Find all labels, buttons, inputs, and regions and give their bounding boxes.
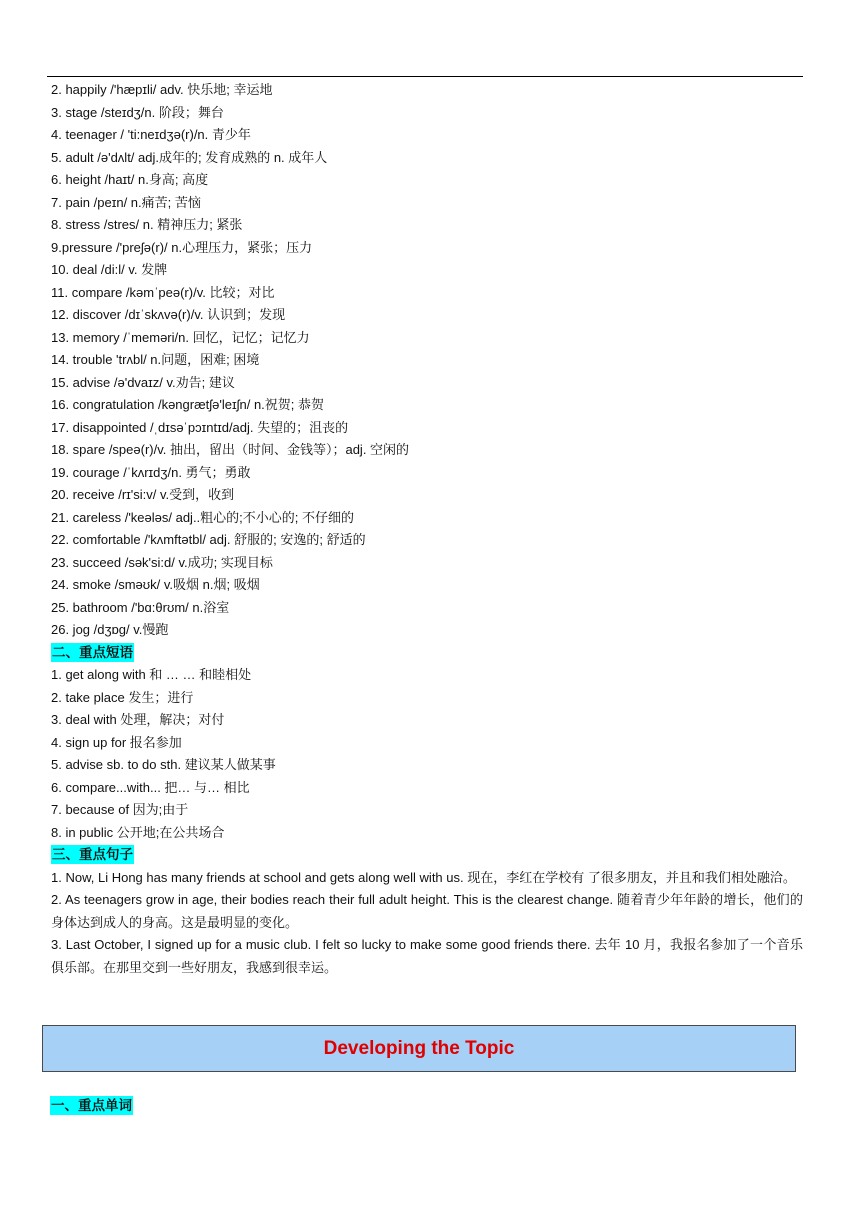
words-heading-row <box>50 1096 133 1115</box>
vocab-item: 9.pressure /'preʃə(r)/ n.心理压力，紧张；压力 <box>51 239 313 255</box>
vocab-item: 19. courage /ˈkʌrɪdʒ/n. 勇气；勇敢 <box>51 464 251 480</box>
content-column <box>51 79 803 979</box>
vocab-item: 24. smoke /sməʊk/ v.吸烟 n.烟; 吸烟 <box>51 577 260 592</box>
phrase-item: 7. because of 因为;由于 <box>51 802 189 817</box>
sentences-heading-row <box>51 844 803 867</box>
section-banner <box>42 1025 796 1072</box>
top-divider <box>47 76 803 77</box>
sentence-item: 1. Now, Li Hong has many friends at school and gets along well with us. 现在，李红在学校有 了很多朋友，并且和我们相处融洽。 <box>51 869 796 885</box>
vocab-item: 22. comfortable /'kʌmftətbl/ adj. 舒服的; 安逸的; 舒适的 <box>51 532 366 547</box>
phrase-item: 5. advise sb. to do sth. 建议某人做某事 <box>51 757 276 772</box>
vocab-item: 12. discover /dɪˈskʌvə(r)/v. 认识到；发现 <box>51 307 286 322</box>
vocab-item: 5. adult /ə'dʌlt/ adj.成年的; 发育成熟的 n. 成年人 <box>51 149 328 165</box>
words-heading: 一、重点单词 <box>51 1098 132 1113</box>
sentence-item: 2. As teenagers grow in age, their bodies reach their full adult height. This is the clearest change. 随着青少年年龄的增长，他们的身体达到成人的身高。这是最明显的变化。 <box>51 892 803 930</box>
vocab-item: 2. happily /'hæpɪli/ adv. 快乐地; 幸运地 <box>51 82 273 97</box>
vocab-item: 16. congratulation /kəngrætʃə'leɪʃn/ n.祝贺; 恭贺 <box>51 397 325 412</box>
vocab-item: 20. receive /rɪ'si:v/ v.受到，收到 <box>51 487 235 502</box>
vocab-item: 23. succeed /sək'si:d/ v.成功; 实现目标 <box>51 554 273 570</box>
vocab-item: 13. memory /ˈmeməri/n. 回忆，记忆；记忆力 <box>51 329 310 345</box>
vocab-item: 18. spare /speə(r)/v. 抽出，留出（时间、金钱等）；adj. 空闲的 <box>51 442 410 457</box>
sentences-heading: 三、重点句子 <box>52 847 133 862</box>
vocab-item: 15. advise /ə'dvaɪz/ v.劝告; 建议 <box>51 374 235 390</box>
vocab-item: 6. height /haɪt/ n.身高; 高度 <box>51 172 209 187</box>
vocab-item: 4. teenager / 'ti:neɪdʒə(r)/n. 青少年 <box>51 127 251 142</box>
phrases-heading-row <box>51 642 803 665</box>
phrase-item: 2. take place 发生；进行 <box>51 689 194 705</box>
phrases-heading: 二、重点短语 <box>52 644 133 660</box>
phrase-item: 3. deal with 处理，解决；对付 <box>51 712 225 727</box>
vocab-item: 21. careless /'keələs/ adj..粗心的;不小心的; 不仔细的 <box>51 509 355 525</box>
vocab-item: 7. pain /peɪn/ n.痛苦; 苦恼 <box>51 194 201 210</box>
phrase-item: 6. compare...with... 把… 与… 相比 <box>51 779 250 795</box>
phrase-item: 1. get along with 和 … … 和睦相处 <box>51 667 252 682</box>
vocab-item: 10. deal /di:l/ v. 发牌 <box>51 262 168 277</box>
banner-title: Developing the Topic <box>323 1037 515 1059</box>
vocab-item: 17. disappointed /ˌdɪsəˈpɔɪntɪd/adj. 失望的；沮丧的 <box>51 419 349 435</box>
vocab-item: 14. trouble 'trʌbl/ n.问题，困难; 困境 <box>51 352 260 367</box>
vocab-item: 11. compare /kəmˈpeə(r)/v. 比较；对比 <box>51 284 275 300</box>
vocab-item: 3. stage /steɪdʒ/n. 阶段；舞台 <box>51 104 224 120</box>
sentence-item: 3. Last October, I signed up for a music club. I felt so lucky to make some good friends there. 去年 10 月，我报名参加了一个音乐俱乐部。在那里交到一些好朋友，我感到很幸运。 <box>51 937 803 975</box>
vocab-item: 26. jog /dʒɒg/ v.慢跑 <box>51 622 169 637</box>
vocab-item: 25. bathroom /'bɑ:θrʊm/ n.浴室 <box>51 599 230 615</box>
vocab-item: 8. stress /stres/ n. 精神压力; 紧张 <box>51 217 243 232</box>
phrase-item: 4. sign up for 报名参加 <box>51 734 182 750</box>
phrase-item: 8. in public 公开地;在公共场合 <box>51 824 225 840</box>
